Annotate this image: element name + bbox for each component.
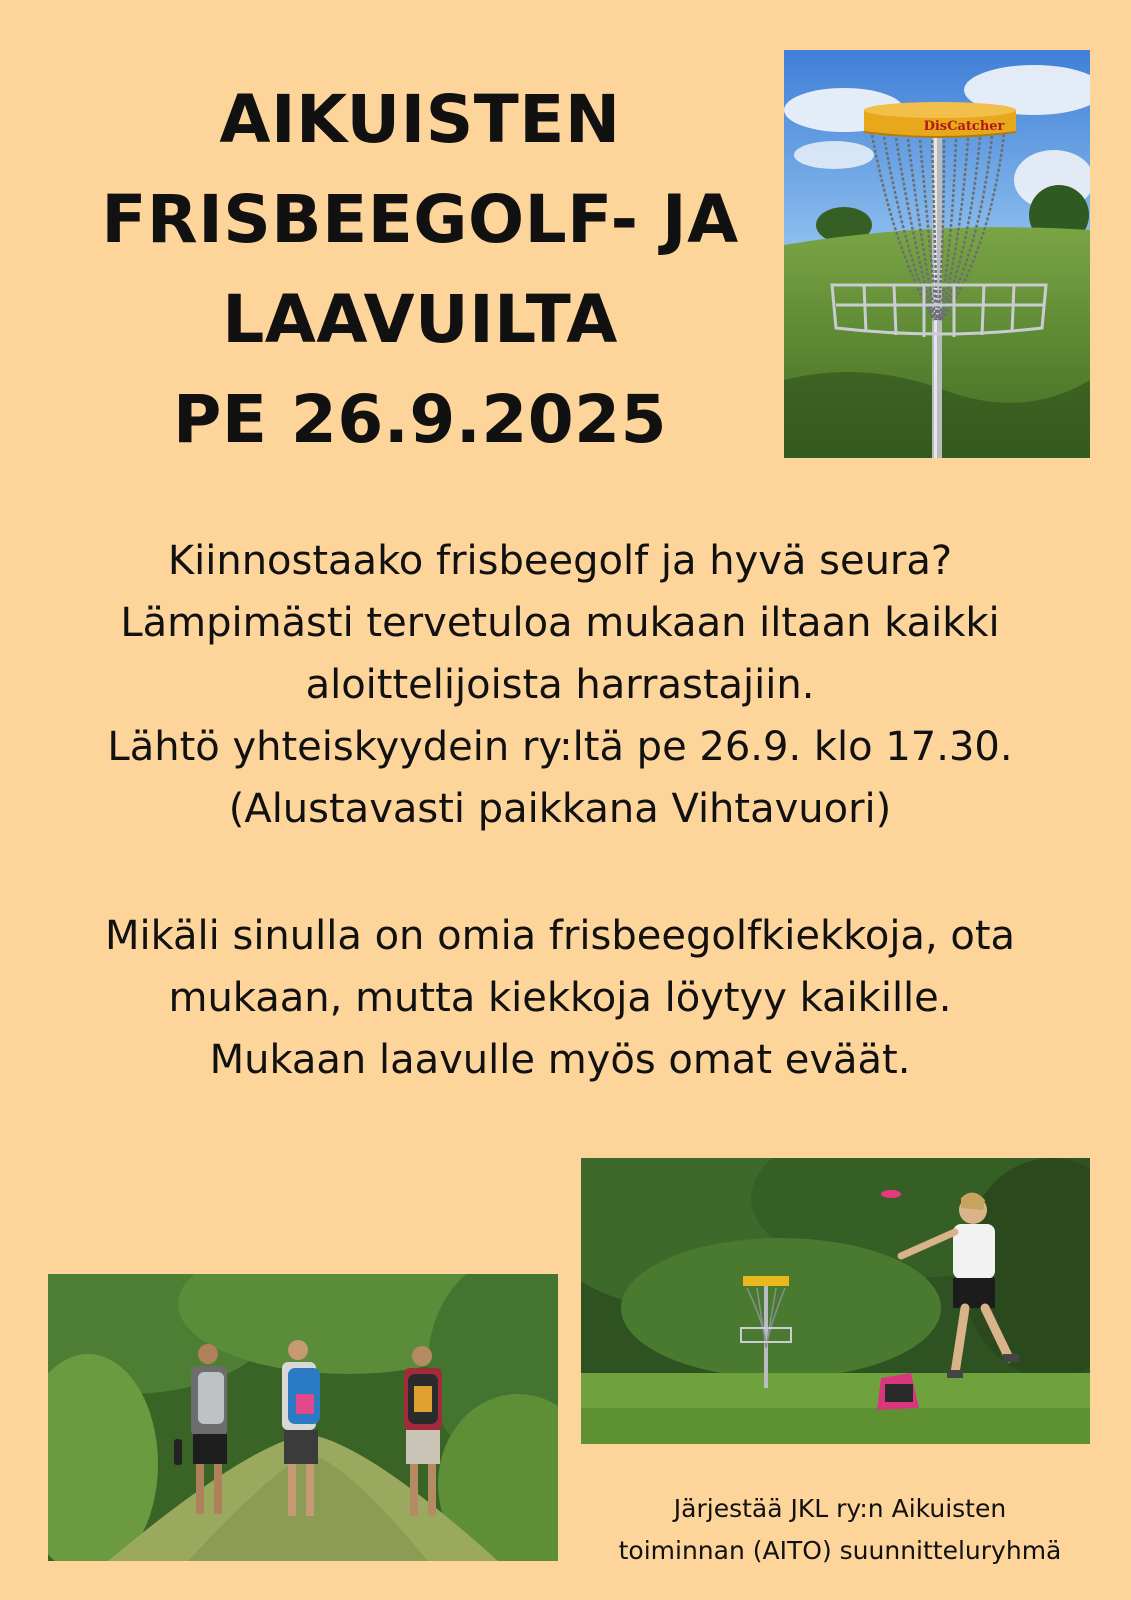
- intro-line: Lämpimästi tervetuloa mukaan iltaan kaikki: [120, 600, 1000, 646]
- organizer-line: toiminnan (AITO) suunnitteluryhmä: [618, 1536, 1062, 1565]
- intro-paragraph: [40, 530, 1080, 840]
- basket-brand-label: DisCatcher: [923, 119, 1005, 134]
- title-line: LAAVUILTA: [222, 281, 618, 358]
- details-line: Mikäli sinulla on omia frisbeegolfkiekkoja, ota: [104, 913, 1016, 959]
- disc-golf-basket-photo: [784, 50, 1090, 458]
- details-line: Mukaan laavulle myös omat eväät.: [209, 1037, 911, 1083]
- disc-thrower-photo: [581, 1158, 1090, 1444]
- title-date: PE 26.9.2025: [172, 381, 668, 458]
- intro-line: Lähtö yhteiskyydein ry:ltä pe 26.9. klo 17.30.: [107, 724, 1013, 770]
- intro-line: aloittelijoista harrastajiin.: [305, 662, 815, 708]
- details-line: mukaan, mutta kiekkoja löytyy kaikille.: [168, 975, 952, 1021]
- organizer-line: Järjestää JKL ry:n Aikuisten: [673, 1494, 1007, 1523]
- organizer-credit: [590, 1488, 1090, 1572]
- details-paragraph: [40, 905, 1080, 1091]
- title-line: FRISBEEGOLF- JA: [101, 181, 739, 258]
- title-line: AIKUISTEN: [219, 81, 621, 158]
- disc-golfers-walking-photo: [48, 1274, 558, 1561]
- intro-line: (Alustavasti paikkana Vihtavuori): [228, 786, 892, 832]
- poster-title: [60, 70, 780, 470]
- intro-line: Kiinnostaako frisbeegolf ja hyvä seura?: [167, 538, 953, 584]
